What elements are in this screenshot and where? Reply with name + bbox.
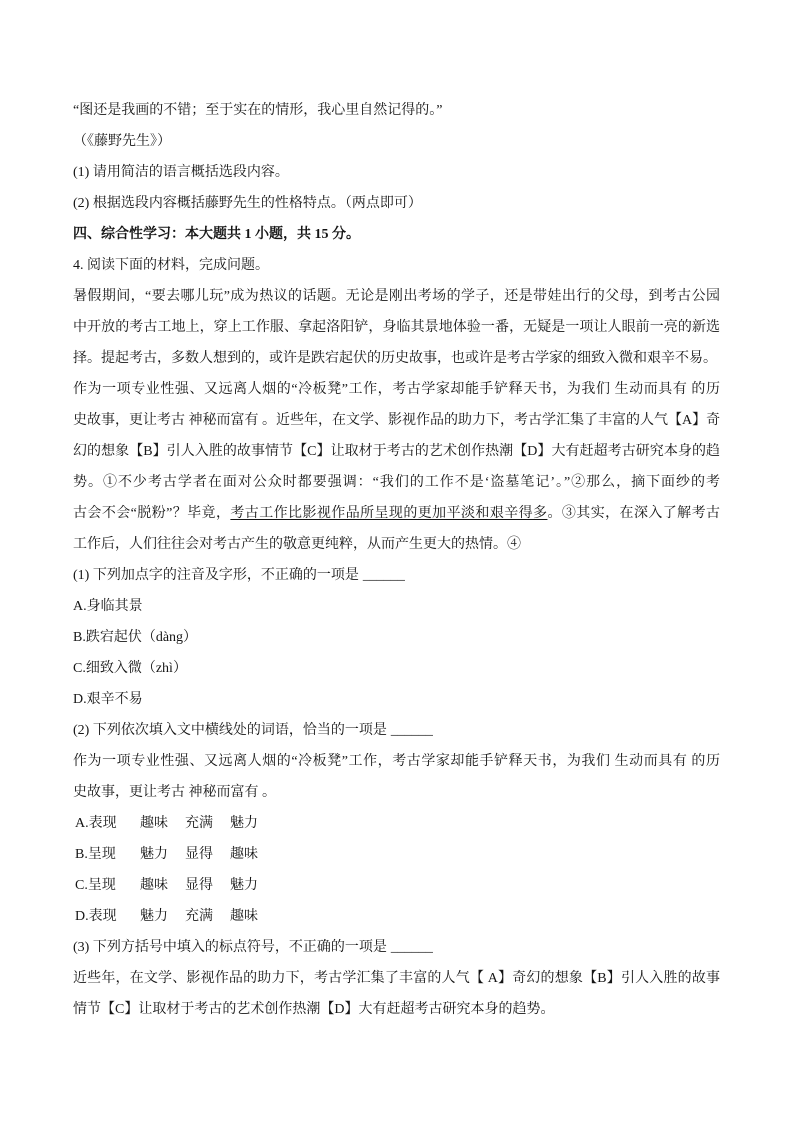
option-a: A.身临其景 <box>73 599 143 614</box>
option-c: C.细致入微（zhì） <box>73 661 187 676</box>
sub-question-1-stem <box>73 560 794 591</box>
question-4-title: 4. 阅读下面的材料，完成问题。 <box>73 258 269 273</box>
intro-question-2: (2) 根据选段内容概括藤野先生的性格特点。（两点即可） <box>73 196 422 211</box>
source-line: （《藤野先生》） <box>73 134 171 149</box>
option-word: 魅力 <box>140 847 168 862</box>
passage-line: 择。提起考古，多数人想到的，或许是跌宕起伏的历史故事，也或许是考古学家的细致入微和艰辛不易。 <box>73 351 717 366</box>
line-text-after: 。③其实，在深入了解考古 <box>547 506 721 521</box>
option-word: 呈现 <box>87 847 116 862</box>
option-word: 充满 <box>185 816 213 831</box>
option-letter: C. <box>75 878 88 893</box>
passage-line: 作为一项专业性强、又远离人烟的“冷板凳”工作，考古学家却能手铲释天书，为我们 生动而具有 的历 <box>73 382 720 397</box>
option-word: 表现 <box>88 909 117 924</box>
line-text-before: 古会不会“脱粉”？毕竟， <box>73 506 231 521</box>
passage-line: 暑假期间，“要去哪儿玩”成为热议的话题。无论是刚出考场的学子，还是带娃出行的父母，到考古公园 <box>73 289 720 304</box>
passage-line: 势。①不少考古学者在面对公众时都要强调：“我们的工作不是‘盗墓笔记’。”②那么，摘下面纱的考 <box>73 475 720 490</box>
option-word: 呈现 <box>87 878 116 893</box>
sub-question-2-stem <box>73 715 794 746</box>
option-word: 趣味 <box>230 847 258 862</box>
option-c <box>73 870 794 901</box>
sub-question-3 <box>73 932 794 1025</box>
option-word: 趣味 <box>140 878 168 893</box>
passage-line: 史故事，更让考古 神秘而富有 。近些年，在文学、影视作品的助力下，考古学汇集了丰富的人气【A】奇 <box>73 413 721 428</box>
passage-line: 工作后，人们往往会对考古产生的敬意更纯粹，从而产生更大的热情。④ <box>73 537 521 552</box>
passage-paragraph-1 <box>73 281 794 374</box>
option-word: 魅力 <box>230 816 258 831</box>
option-word: 魅力 <box>140 909 168 924</box>
passage-line: 中开放的考古工地上，穿上工作服、拿起洛阳铲，身临其景地体验一番，无疑是一项让人眼前一亮的新选 <box>73 320 720 335</box>
quoted-passage-line: 作为一项专业性强、又远离人烟的“冷板凳”工作，考古学家却能手铲释天书，为我们 生动而具有 的历 <box>73 754 720 769</box>
quote-line: “图还是我画的不错；至于实在的情形，我心里自然记得的。” <box>73 103 443 118</box>
option-letter: D. <box>75 909 89 924</box>
underlined-sentence: 考古工作比影视作品所呈现的更加平淡和艰辛得多 <box>230 506 548 521</box>
passage-paragraph-2 <box>73 374 794 560</box>
sub-question-1 <box>73 560 794 715</box>
stem-text: (1) 下列加点字的注音及字形，不正确的一项是 <box>73 568 359 583</box>
answer-blank: ______ <box>362 568 405 583</box>
answer-blank: ______ <box>390 723 433 738</box>
intro-question-1: (1) 请用简洁的语言概括选段内容。 <box>73 165 289 180</box>
option-b <box>73 839 794 870</box>
option-letter: B. <box>75 847 88 862</box>
quoted-passage-line: 情节【C】让取材于考古的艺术创作热潮【D】大有赶超考古研究本身的趋势。 <box>73 1002 555 1017</box>
quoted-passage-line: 近些年，在文学、影视作品的助力下，考古学汇集了丰富的人气【 A】奇幻的想象【B】引人入胜的故事 <box>73 971 720 986</box>
quoted-passage-line: 史故事，更让考古 神秘而富有 。 <box>73 785 276 800</box>
option-word: 魅力 <box>230 878 258 893</box>
stem-text: (2) 下列依次填入文中横线处的词语，恰当的一项是 <box>73 723 387 738</box>
passage-line: 幻的想象【B】引人入胜的故事情节【C】让取材于考古的艺术创作热潮【D】大有赶超考古研究本身的趋 <box>73 444 720 459</box>
stem-text: (3) 下列方括号中填入的标点符号，不正确的一项是 <box>73 940 387 955</box>
section-heading: 四、综合性学习：本大题共 1 小题，共 15 分。 <box>73 227 360 242</box>
option-word: 显得 <box>185 878 213 893</box>
option-letter: A. <box>75 816 89 831</box>
option-d: D.艰辛不易 <box>73 692 143 707</box>
sub-question-2 <box>73 715 794 932</box>
answer-blank: ______ <box>390 940 433 955</box>
option-word: 表现 <box>88 816 117 831</box>
option-b: B.跌宕起伏（dàng） <box>73 630 198 645</box>
option-word: 显得 <box>185 847 213 862</box>
option-a <box>73 808 794 839</box>
option-d <box>73 901 794 932</box>
passage-line-underlined <box>73 498 720 529</box>
sub-question-3-stem <box>73 932 794 963</box>
option-word: 趣味 <box>140 816 168 831</box>
option-word: 充满 <box>185 909 213 924</box>
option-word: 趣味 <box>230 909 258 924</box>
